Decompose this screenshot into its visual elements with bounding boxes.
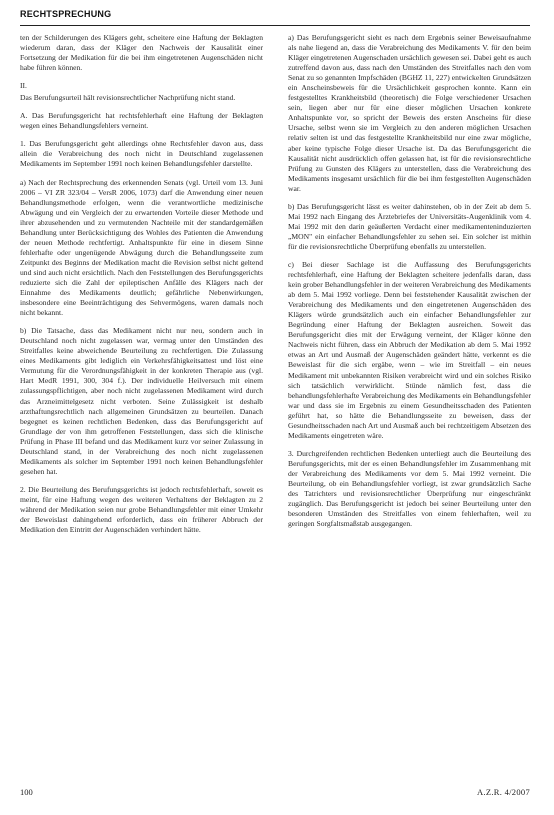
right-column (288, 33, 531, 537)
paragraph: A. Das Berufungsgericht hat rechtsfehlerhaft eine Haftung der Beklagten wegen eines Behandlungsfehlers verneint. (20, 111, 263, 131)
paragraph: Das Berufungsurteil hält revisionsrechtlicher Nachprüfung nicht stand. (20, 93, 236, 103)
paragraph: c) Bei dieser Sachlage ist die Auffassung des Berufungsgerichts rechtsfehlerhaft, eine Haftung der Beklagten scheitere jedenfalls daran, dass kein grober Behandlungsfehler in der weiteren Verabreichung des Medikaments ab dem 5. Mai 1992 vorliege. Denn bei feststehender Kausalität zwischen der Verabreichung des Medikaments und den eingetretenen Augenschäden des Klägers würde grundsätzlich auch ein einfacher Behandlungsfehler zur Begründung einer Haftung der Beklagten ausreichen. Soweit das Berufungsgericht dies mit der Erwägung verneint, der Kläger könne den Nachweis nicht führen, dass ein Abbruch der Medikation ab dem 5. Mai 1992 etwas an Art und Ausmaß der Augenschäden geändert hätte, verkennt es die Beweislast für die sich ergäbe, wenn – wie im Streitfall – ein neues Medikament mit unbekannten Risiken verabreicht wird und ein solches Risiko sich tatsächlich verwirklicht. Stünde nämlich fest, dass die behandlungsfehlerhafte Verabreichung des Medikaments ein Behandlungsfehler war und dass sie im Ergebnis zu einem Gesundheitsschaden des Patienten geführt hat, so hätte die Behandlungsseite zu beweisen, dass der Gesundheitsschaden nach Art und Ausmaß auch bei rechtzeitigem Absetzen des Medikaments eingetreten wäre. (288, 259, 531, 440)
section-header: RECHTSPRECHUNG (20, 9, 112, 19)
paragraph: b) Das Berufungsgericht lässt es weiter dahinstehen, ob in der Zeit ab dem 5. Mai 1992 nach Eingang des Ärztebriefes der Universitäts-Augenklinik vom 4. Mai 1992 mit den darin geäußerten Verdacht einer medikamenteninduzierten „MON" ein einfacher Behandlungsfehler zu sehen sei. Ein solcher ist mithin für die revisionsrechtliche Überprüfung ebenfalls zu unterstellen. (288, 201, 531, 251)
paragraph: 2. Die Beurteilung des Berufungsgerichts ist jedoch rechtsfehlerhaft, soweit es meint, für eine Haftung wegen des weiteren Verhaltens der Beklagten zu 2 während der Medikation seien nur grobe Behandlungsfehler mit einer Umkehr der Beweislast dahingehend erforderlich, dass ein früherer Abbruch der Medikation den Eintritt der Augenschäden verhindert hätte. (20, 484, 263, 535)
section-number-heading: II. (20, 81, 27, 91)
paragraph: a) Nach der Rechtsprechung des erkennenden Senats (vgl. Urteil vom 13. Juni 2006 – VI ZR 323/04 – VersR 2006, 1073) darf die Anwendung einer neuen Behandlungsmethode erfolgen, wenn die verantwortliche medizinische Abwägung und ein Vergleich der zu erwartenden Vorteile dieser Methode und ihrer abzusehenden und zu vermutenden Nachteile mit der standardgemäßen Behandlung unter Berücksichtigung des Wohles des Patienten die Anwendung der neuen Methode rechtfertigt. Anhaltspunkte für eine in diesem Sinne fehlerhafte oder ungenügende Abwägung durch die Behandlungsseite zum Zeitpunkt des Beginns der Medikation macht die Revision selbst nicht geltend und sind auch nicht ersichtlich. Nach den Feststellungen des Berufungsgerichts reduzierte sich die Zahl der epileptischen Anfälle des Klägers nach der Einnahme des Medikaments deutlich; gefährliche Nebenwirkungen, insbesondere eine Beeinträchtigung des Sehvermögens, waren damals noch nicht bekannt. (20, 177, 263, 318)
page-number: 100 (20, 787, 33, 797)
paragraph: b) Die Tatsache, dass das Medikament nicht nur neu, sondern auch in Deutschland noch nicht zugelassen war, vermag unter den Umständen des Streitfalles keine abweichende Beurteilung zu rechtfertigen. Die Zulassung eines Medikaments gibt lediglich ein Verkehrsfähigkeitsattest und löst eine Vermutung für die Verordnungsfähigkeit in der konkreten Therapie aus (vgl. Hart MedR 1991, 300, 304 f.). Der individuelle Heilversuch mit einem zulassungspflichtigen, aber noch nicht zugelassenen Medikament wird durch das Arzneimittelgesetz nicht verboten. Seine Zulässigkeit ist deshalb arzthaftungsrechtlich nach allgemeinen Grundsätzen zu beurteilen. Danach begegnet es keinen rechtlichen Bedenken, dass das Berufungsgericht auf Grundlage der von ihm getroffenen Feststellungen, dass sich die klinische Prüfung in Phase III befand und das Medikament kurz vor seiner Zulassung in Deutschland stand, in der Verabreichung des noch nicht zugelassenen Medikaments als solcher im September 1991 noch keinen Behandlungsfehler gesehen hat. (20, 326, 263, 476)
paragraph: 3. Durchgreifenden rechtlichen Bedenken unterliegt auch die Beurteilung des Berufungsgerichts, mit der es einen Behandlungsfehler im Zusammenhang mit der Verabreichung des Medikaments vor dem 5. Mai 1992 verneint. Die Beurteilung, ob ein Behandlungsfehler vorliegt, ist zwar grundsätzlich Sache des Tatrichters und revisionsrechtlicher Überprüfung nur eingeschränkt zugänglich. Das Berufungsgericht ist jedoch bei seiner Beurteilung unter den besonderen Umständen des Streitfalles von einem fehlerhaften, weil zu geringen Sorgfaltsmaßstab ausgegangen. (288, 448, 531, 529)
paragraph: a) Das Berufungsgericht sieht es nach dem Ergebnis seiner Beweisaufnahme als nahe liegend an, dass die Verabreichung des Medikaments V. für den beim Kläger eingetretenen Augenschaden ursächlich gewesen sei. Dabei geht es auch zutreffend davon aus, dass nach den Umständen des Streitfalles nach den vom Senat zu so genannten Impfschäden (BGHZ 11, 227) entwickelten Grundsätzen ein Anscheinsbeweis für die Ursächlichkeit gesprochen konnte. Kann ein festgestelltes Krankheitsbild (theoretisch) die Folge verschiedener Ursachen sein, liegen aber nur für eine dieser möglichen Ursachen konkrete Anhaltspunkte vor, so spricht der Beweis des ersten Anscheins für diese Ursache, selbst wenn sie im Vergleich zu den anderen möglichen Ursachen relativ selten ist und das festgestellte Krankheitsbild nur eine zwar mögliche, aber keine typische Folge dieser Ursache ist. Da das Berufungsgericht die Kausalität nicht ausdrücklich offen gelassen hat, ist für die revisionsrechtliche Prüfung zu Gunsten des Klägers zu unterstellen, dass die Verabreichung des Medikaments insgesamt ursächlich für die bei ihm festgestellten Augenschäden war. (288, 33, 531, 193)
left-column (20, 33, 263, 543)
journal-citation: A.Z.R. 4/2007 (476, 787, 530, 797)
paragraph: 1. Das Berufungsgericht geht allerdings ohne Rechtsfehler davon aus, dass allein die Verabreichung des noch nicht in Deutschland zugelassenen Medikaments im September 1991 noch keinen Behandlungsfehler darstellte. (20, 139, 263, 169)
header-divider (20, 25, 530, 26)
paragraph: ten der Schilderungen des Klägers geht, scheitere eine Haftung der Beklagten wiederum daran, dass der Kläger den Nachweis der Kausalität einer Fortsetzung der Medikation für die bei ihm eingetretenen Augenschäden nicht habe führen können. (20, 33, 263, 73)
